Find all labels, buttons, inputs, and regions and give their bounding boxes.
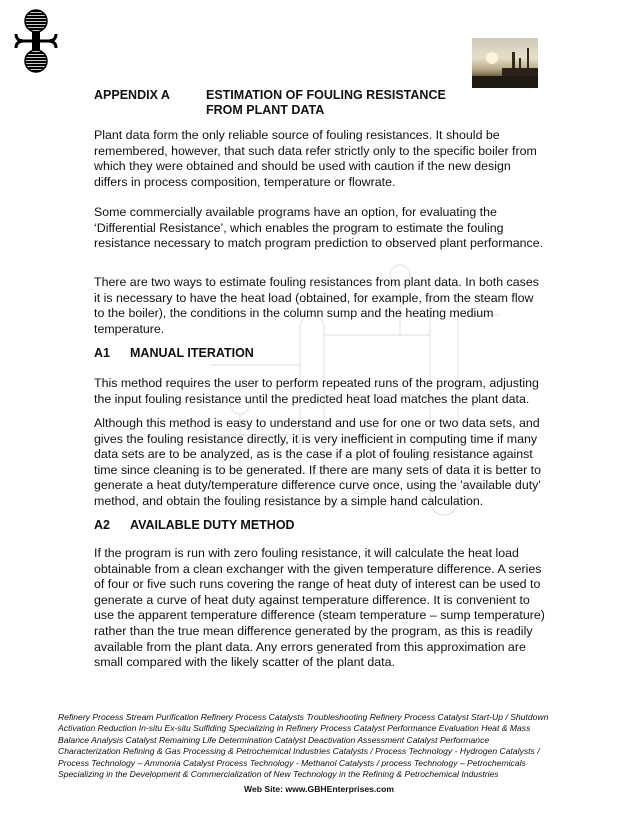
section-a1-number: A1 [94,346,110,360]
section-a1-paragraph-2: Although this method is easy to understand and use for one or two data sets, and gives the fouling resistance directly, it is very inefficient in computing time if many data sets are to be analyzed, as is the case if a plot of fouling resistance against time since cleaning is to be generated. If there are many sets of data it is better to generate a heat duty/temperature difference curve once, using the 'available duty' method, and obtain the fouling resistance by a simple hand calculation. [94,416,541,508]
intro-paragraph-1: Plant data form the only reliable source of fouling resistances. It should be remembered, however, that such data refer strictly only to the specific boiler from which they were obtained and should be used with caution if the new design differs in process composition, temperature or flowrate. [94,128,537,189]
appendix-code: APPENDIX A [94,88,170,102]
section-a1-title: MANUAL ITERATION [130,346,254,360]
intro-paragraph-2: Some commercially available programs have an option, for evaluating the ‘Differential Resistance’, which enables the program to estimate the fouling resistance necessary to match program prediction to observed plant performance. [94,205,544,251]
appendix-title: ESTIMATION OF FOULING RESISTANCE FROM PLANT DATA [206,88,446,117]
section-a2-paragraph-1: If the program is run with zero fouling resistance, it will calculate the heat load obtainable from a clean exchanger with the given temperature difference. A series of four or five such runs covering the range of heat duty of interest can be used to generate a curve of heat duty against temperature difference. It is convenient to use the apparent temperature difference (steam temperature – sump temperature) rather than the true mean difference generated by the program, as this is readily available from the plant data. Any errors generated from this approximation are small compared with the likely scatter of the plant data. [94,546,545,670]
section-a1-paragraph-1: This method requires the user to perform repeated runs of the program, adjusting the input fouling resistance until the predicted heat load matches the plant data. [94,376,539,406]
refinery-photo [472,38,538,88]
section-a2-title: AVAILABLE DUTY METHOD [130,518,295,532]
footer-services-text: Refinery Process Stream Purification Refinery Process Catalysts Troubleshooting Refinery Process Catalyst Start-Up / Shutdown Activation Reduction In-situ Ex-situ Sulfiding Specializing in Refinery Process Catalyst Performance Evaluation Heat & Mass Balance Analysis Catalyst Remaining Life Determination Catalyst Deactivation Assessment Catalyst Performance Characterization Refining & Gas Processing & Petrochemical Industries Catalysts / Process Technology - Hydrogen Catalysts / Process Technology – Ammonia Catalyst Process Technology - Methanol Catalysts / process Technology – Petrochemicals Specializing in the Development & Commercialization of New Technology in the Refining & Petrochemical Industries [58,712,549,780]
section-a1-heading [94,346,254,360]
section-a2-number: A2 [94,518,110,532]
footer-website[interactable]: Web Site: www.GBHEnterprises.com [244,784,394,794]
company-logo [12,8,60,74]
section-a2-heading [94,518,295,532]
intro-paragraph-3: There are two ways to estimate fouling resistances from plant data. In both cases it is necessary to have the heat load (obtained, for example, from the steam flow to the boiler), the conditions in the column sump and the heating medium temperature. [94,275,539,336]
